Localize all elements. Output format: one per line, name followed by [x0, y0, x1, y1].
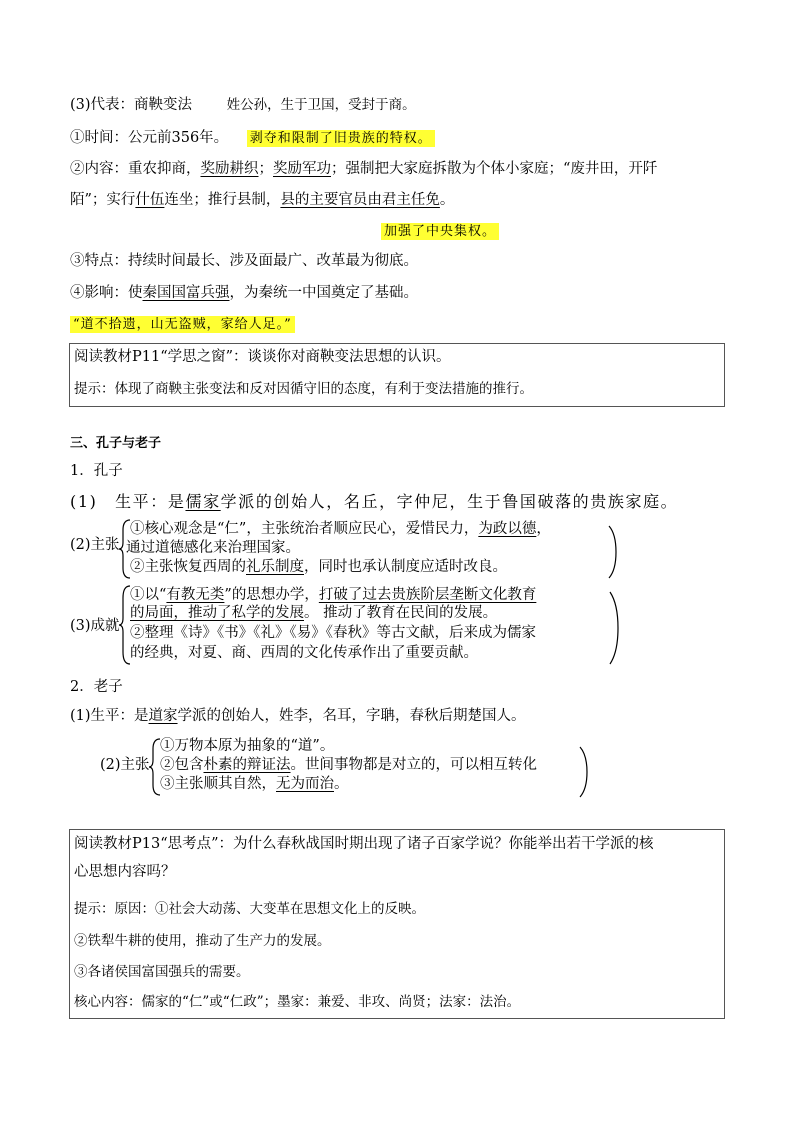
- shangyang-content-note: 加强了中央集权。: [381, 223, 499, 240]
- kongzi-c1-line2-rest: 。 推动了教育在民间的发展。: [304, 605, 498, 621]
- kongzi-c1-mid: ”的思想办学，: [224, 587, 319, 603]
- shangyang-quote: “道不拾遗，山无盗贼，家给人足。”: [70, 316, 295, 333]
- kongzi-life-underline: 儒家: [185, 492, 221, 511]
- box1-line1: 阅读教材P11“学思之窗”：谈谈你对商鞅变法思想的认识。: [74, 349, 451, 365]
- kongzi-c1-prefix: ①以“: [130, 587, 167, 603]
- laozi-z3: [160, 774, 349, 794]
- shangyang-title-line: [70, 95, 416, 115]
- shangyang-impact: [70, 283, 418, 303]
- laozi-life: [70, 706, 526, 726]
- shangyang-content-line2: [70, 190, 454, 210]
- content-underline-4: 县的主要官员由君主任免: [280, 192, 440, 208]
- content-rest: ；强制把大家庭拆散为个体小家庭；“废井田，开阡: [331, 161, 658, 177]
- box2-line4: ②铁犁牛耕的使用，推动了生产力的发展。: [74, 933, 331, 949]
- impact-prefix: ④影响：使: [70, 285, 143, 301]
- kongzi-z1-prefix: ①核心观念是“仁”，主张统治者顺应民心，爱惜民力，: [130, 521, 479, 537]
- kongzi-life-rest: 学派的创始人，名丘，字仲尼，生于鲁国破落的贵族家庭。: [220, 492, 679, 511]
- laozi-z2-underline: 朴素的辩证法: [203, 757, 291, 773]
- kongzi-c2-line2: 的经典，对夏、商、西周的文化传承作出了重要贡献。: [130, 645, 478, 661]
- box2-line1: 阅读教材P13“思考点”：为什么春秋战国时期出现了诸子百家学说？你能举出若干学派的核: [74, 836, 654, 852]
- laozi-z2-prefix: ②包含: [160, 757, 204, 773]
- kongzi-z2-underline: 礼乐制度: [246, 559, 304, 575]
- kongzi-z2-prefix: ②主张恢复西周的: [130, 559, 246, 575]
- kongzi-z1-end: ，: [536, 521, 551, 537]
- laozi-z1: ①万物本原为抽象的“道”。: [160, 738, 335, 754]
- impact-underline: 秦国国富兵强: [142, 285, 230, 301]
- laozi-zhuzhang-label: (2)主张: [100, 757, 150, 773]
- kongzi-z1-line1: [130, 519, 551, 539]
- laozi-z3-underline: 无为而治: [276, 776, 334, 792]
- content-underline-2: 奖励军功: [273, 161, 331, 177]
- shangyang-title-note: 姓公孙，生于卫国，受封于商。: [226, 97, 416, 113]
- laozi-z2-rest: 。世间事物都是对立的，可以相互转化: [290, 757, 537, 773]
- laozi-life-underline: 道家: [148, 708, 178, 724]
- right-brace-icon: [607, 524, 619, 580]
- shangyang-quote-wrap: [70, 313, 295, 332]
- laozi-z3-prefix: ③主张顺其自然，: [160, 776, 276, 792]
- box2-line2: 心思想内容吗？: [74, 864, 176, 880]
- kongzi-z2-rest: ，同时也承认制度应适时改良。: [304, 559, 507, 575]
- kongzi-chengjiu-label: (3)成就: [70, 618, 120, 634]
- laozi-life-rest: 学派的创始人，姓李，名耳，字聃，春秋后期楚国人。: [177, 708, 526, 724]
- shangyang-feature: ③特点：持续时间最长、涉及面最广、改革最为彻底。: [70, 253, 418, 269]
- kongzi-c1-line1: [130, 585, 536, 605]
- content-line2-prefix: 陌”；实行: [70, 192, 136, 208]
- content-sep: ；: [258, 161, 273, 177]
- kongzi-c1-line2: [130, 603, 497, 623]
- section-heading: 三、孔子与老子: [70, 436, 162, 451]
- content-prefix: ②内容：重农抑商，: [70, 161, 201, 177]
- shangyang-time: ①时间：公元前356年。: [70, 130, 229, 146]
- kongzi-title: 1．孔子: [70, 463, 123, 479]
- shangyang-content-line1: [70, 159, 657, 179]
- content-line2-mid: 连坐；推行县制，: [164, 192, 281, 208]
- kongzi-zhuzhang-label: (2)主张: [70, 537, 120, 553]
- shangyang-time-note: 剥夺和限制了旧贵族的特权。: [247, 130, 435, 147]
- laozi-life-prefix: (1)生平：是: [70, 708, 149, 724]
- kongzi-c1-underline-1: 有教无类: [166, 587, 225, 603]
- laozi-z2: [160, 755, 537, 775]
- content-line2-end: 。: [439, 192, 455, 208]
- kongzi-c1-underline-2: 打破了过去贵族阶层垄断文化教育: [318, 587, 537, 603]
- kongzi-z1-line2: 通过道德感化来治理国家。: [126, 540, 300, 556]
- content-underline-1: 奖励耕织: [200, 161, 259, 177]
- kongzi-z2: [130, 557, 507, 577]
- kongzi-c2-line1: ②整理《诗》《书》《礼》《易》《春秋》等古文献，后来成为儒家: [130, 625, 536, 641]
- impact-rest: ，为秦统一中国奠定了基础。: [229, 285, 418, 301]
- shangyang-content-note-wrap: [381, 220, 499, 239]
- right-brace-icon: [578, 745, 590, 799]
- box2-line3: 提示：原因：①社会大动荡、大变革在思想文化上的反映。: [74, 901, 425, 917]
- shangyang-time-line: [70, 128, 435, 149]
- content-underline-3: 什伍: [135, 192, 165, 208]
- kongzi-life: [70, 491, 678, 513]
- box1-line2: 提示：体现了商鞅主张变法和反对因循守旧的态度，有利于变法措施的推行。: [74, 381, 533, 397]
- kongzi-life-prefix: (1) 生平：是: [70, 492, 186, 511]
- kongzi-c1-line2-underline: 的局面，推动了私学的发展: [130, 605, 304, 621]
- laozi-title: 2．老子: [70, 679, 123, 695]
- laozi-z3-end: 。: [334, 776, 349, 792]
- shangyang-title: (3)代表：商鞅变法: [70, 97, 193, 113]
- kongzi-z1-underline: 为政以德: [478, 521, 537, 537]
- box2-line5: ③各诸侯国富国强兵的需要。: [74, 964, 250, 980]
- box2-line6: 核心内容：儒家的“仁”或“仁政”；墨家：兼爱、非攻、尚贤；法家：法治。: [74, 994, 521, 1010]
- right-brace-icon: [608, 590, 620, 666]
